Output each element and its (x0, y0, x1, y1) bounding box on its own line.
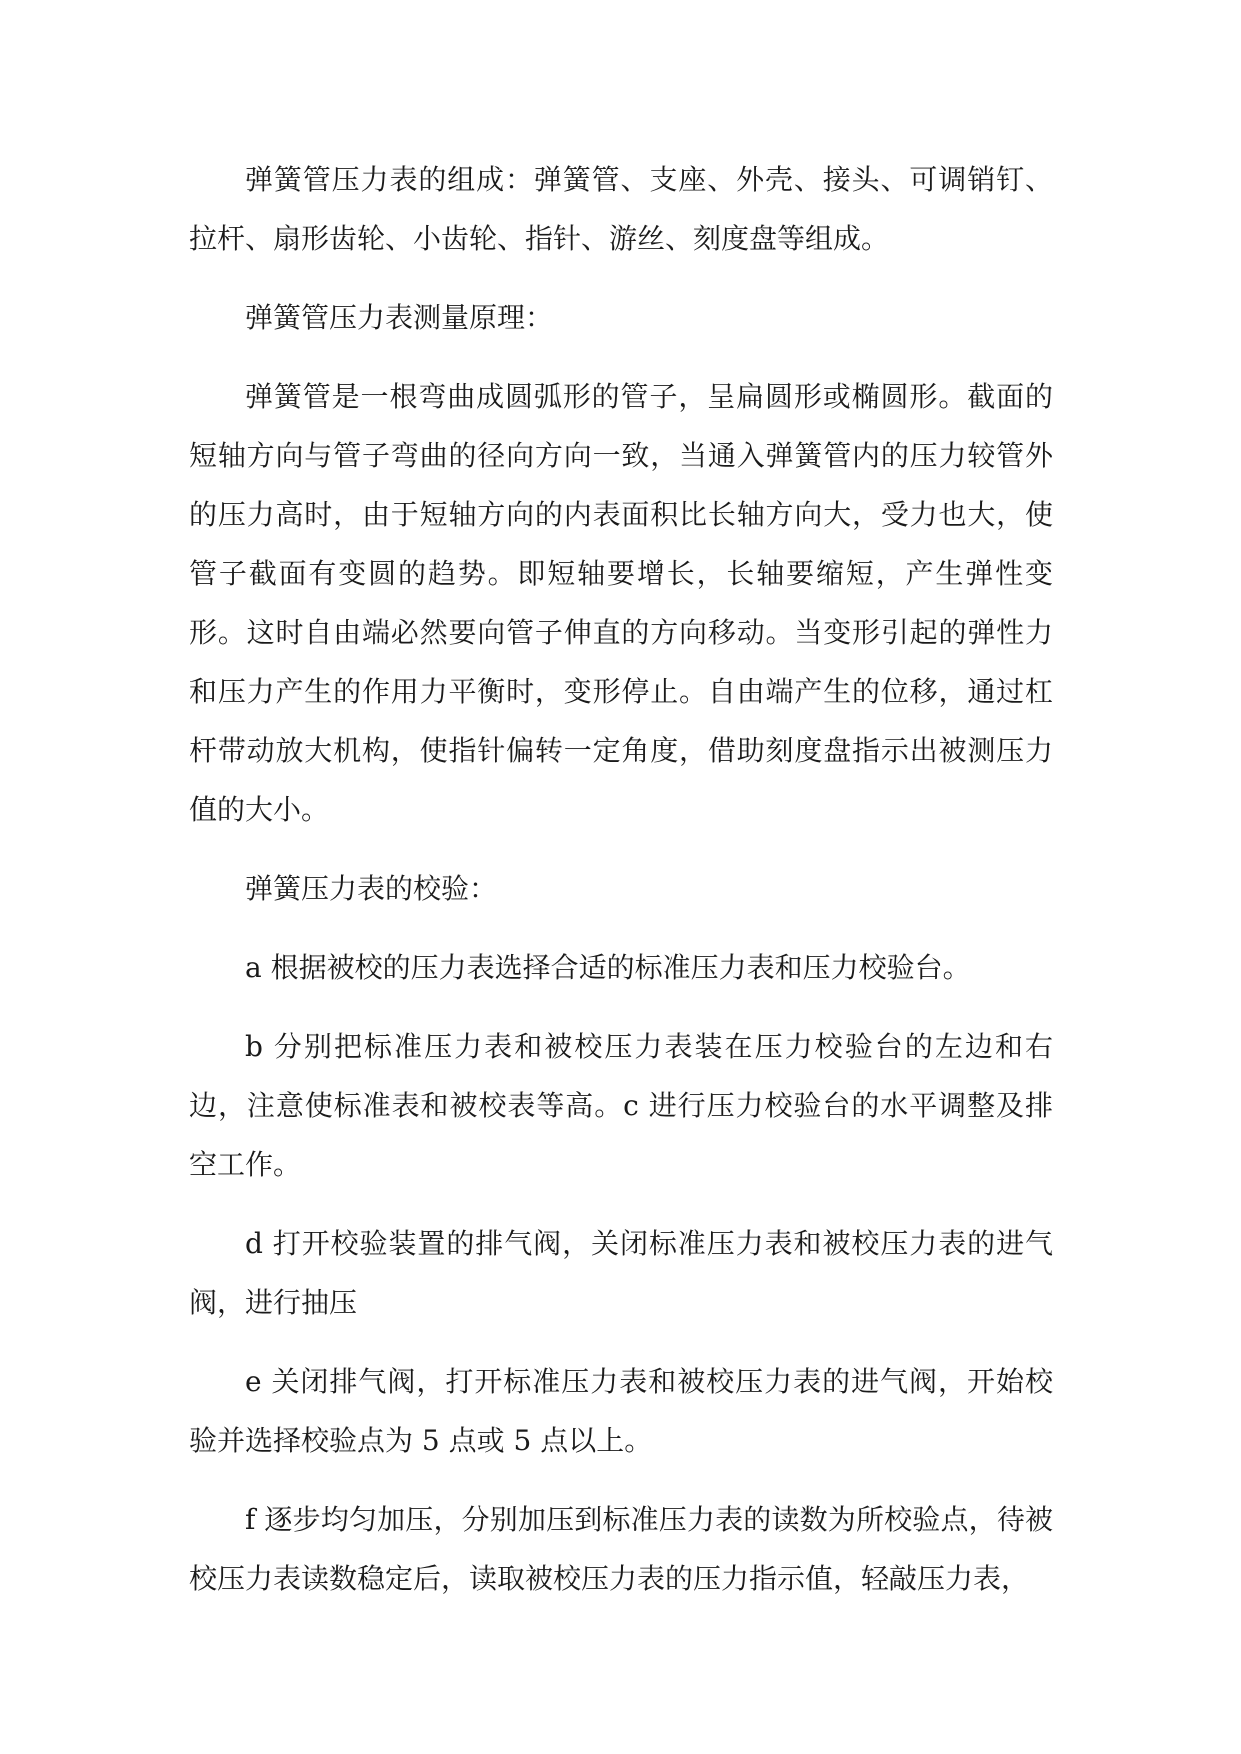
calibration-step-f: f 逐步均匀加压，分别加压到标准压力表的读数为所校验点，待被校压力表读数稳定后，读取被校压力表的压力指示值，轻敲压力表， (189, 1503, 1053, 1595)
calibration-step-b: b 分别把标准压力表和被校压力表装在压力校验台的左边和右边，注意使标准表和被校表等高。c 进行压力校验台的水平调整及排空工作。 (189, 1030, 1053, 1181)
heading-measurement-principle: 弹簧管压力表测量原理： (245, 301, 554, 334)
document-body (189, 150, 1053, 1628)
paragraph-composition: 弹簧管压力表的组成：弹簧管、支座、外壳、接头、可调销钉、拉杆、扇形齿轮、小齿轮、指针、游丝、刻度盘等组成。 (189, 163, 1053, 255)
calibration-step-a: a 根据被校的压力表选择合适的标准压力表和压力校验台。 (245, 951, 971, 984)
paragraph-measurement-principle: 弹簧管是一根弯曲成圆弧形的管子，呈扁圆形或椭圆形。截面的短轴方向与管子弯曲的径向方向一致，当通入弹簧管内的压力较管外的压力高时，由于短轴方向的内表面积比长轴方向大，受力也大，使管子截面有变圆的趋势。即短轴要增长，长轴要缩短，产生弹性变形。这时自由端必然要向管子伸直的方向移动。当变形引起的弹性力和压力产生的作用力平衡时，变形停止。自由端产生的位移，通过杠杆带动放大机构，使指针偏转一定角度，借助刻度盘指示出被测压力值的大小。 (189, 380, 1053, 826)
calibration-step-d: d 打开校验装置的排气阀，关闭标准压力表和被校压力表的进气阀，进行抽压 (189, 1227, 1053, 1319)
calibration-step-e: e 关闭排气阀，打开标准压力表和被校压力表的进气阀，开始校验并选择校验点为 5 点或 5 点以上。 (189, 1365, 1053, 1457)
heading-calibration: 弹簧压力表的校验： (245, 872, 498, 905)
